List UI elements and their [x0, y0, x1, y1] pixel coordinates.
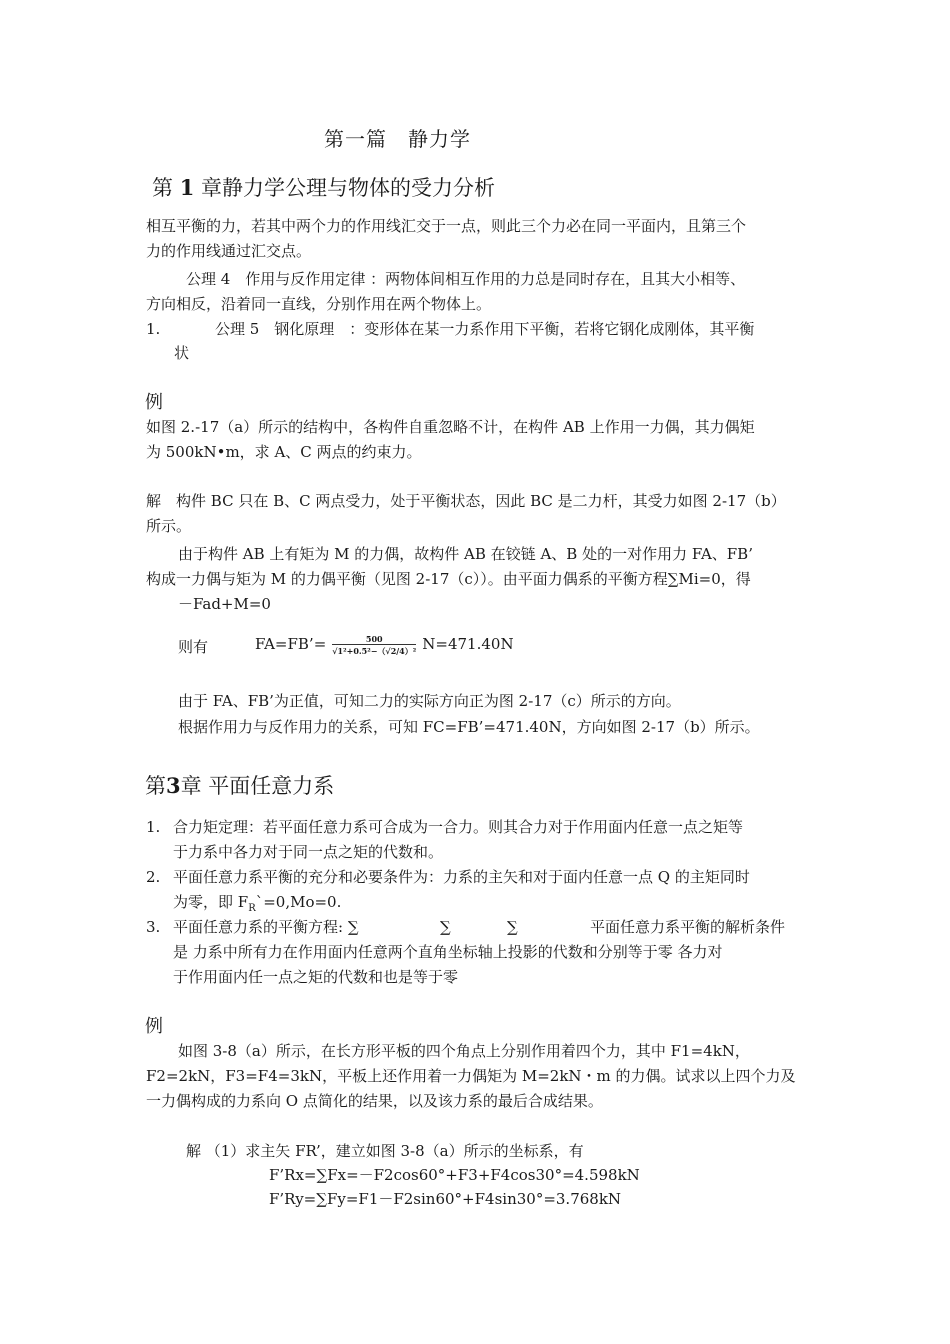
list-item-line: 平面任意力系的平衡方程: ∑	[173, 918, 359, 936]
example-label: 例	[145, 392, 163, 413]
solution-line: 解 （1）求主矢 FR’，建立如图 3-8（a）所示的坐标系，有	[186, 1142, 584, 1160]
subscript: R	[248, 903, 256, 914]
equation: F’Rx=∑Fx=－F2cos60°+F3+F4cos30°=4.598kN	[269, 1166, 640, 1184]
equation: F’Ry=∑Fy=F1－F2sin60°+F4sin30°=3.768kN	[269, 1190, 622, 1208]
equation: －Fad+M=0	[178, 595, 271, 613]
solution-line: 根据作用力与反作用力的关系，可知 FC=FB’=471.40N，方向如图 2-17（b）所示。	[178, 718, 760, 736]
fraction-denominator: √1²+0.5²−（√2/4）²	[332, 646, 417, 656]
list-number: 2.	[146, 868, 161, 886]
list-item-line: 是 力系中所有力在作用面内任意两个直角坐标轴上投影的代数和分别等于零 各力对	[173, 943, 723, 961]
list-item-line: 于力系中各力对于同一点之矩的代数和。	[173, 843, 444, 861]
paragraph-line: 力的作用线通过汇交点。	[146, 242, 312, 260]
equation-rhs: N=471.40N	[422, 635, 514, 653]
equation-lhs: FA=FB’=	[255, 635, 327, 653]
list-item-line: 于作用面内任一点之矩的代数和也是等于零	[173, 968, 459, 986]
part-title: 第一篇 静力学	[324, 127, 471, 151]
example-question-line: 如图 2.-17（a）所示的结构中，各构件自重忽略不计，在构件 AB 上作用一力偶，其力偶矩	[146, 418, 755, 436]
list-number: 1.	[146, 320, 161, 338]
chapter-title: 章 平面任意力系	[180, 774, 335, 798]
solution-line: 所示。	[146, 517, 192, 535]
axiom-5-line: 状	[174, 344, 190, 362]
solution-line: 构成一力偶与矩为 M 的力偶平衡（见图 2-17（c））。由平面力偶系的平衡方程∑Mi=0，得	[146, 570, 751, 588]
chapter-prefix: 第	[152, 176, 173, 200]
example-question-line: 如图 3-8（a）所示，在长方形平板的四个角点上分别作用着四个力，其中 F1=4kN，	[178, 1042, 750, 1060]
fraction-numerator: 500	[332, 634, 416, 645]
paragraph-line: 相互平衡的力，若其中两个力的作用线汇交于一点，则此三个力必在同一平面内，且第三个	[146, 217, 747, 235]
list-number: 3.	[146, 918, 161, 936]
fraction	[332, 634, 416, 656]
list-item-line: 平面任意力系平衡的充分和必要条件为：力系的主矢和对于面内任意一点 Q 的主矩同时	[173, 868, 750, 886]
sigma-symbol: ∑	[440, 918, 451, 936]
text-part: `=0,Mo=0.	[255, 893, 342, 911]
text-part: 为零，即 F	[173, 893, 249, 911]
chapter-title: 章静力学公理与物体的受力分析	[201, 176, 495, 200]
then-label: 则有	[178, 638, 209, 656]
force-equation	[255, 629, 514, 659]
axiom-4-line: 方向相反，沿着同一直线，分别作用在两个物体上。	[146, 295, 492, 313]
sigma-symbol: ∑	[507, 918, 518, 936]
chapter-number: 3	[166, 773, 181, 798]
example-question-line: F2=2kN，F3=F4=3kN，平板上还作用着一力偶矩为 M=2kN・m 的力偶。试求以上四个力及	[146, 1067, 796, 1085]
example-label: 例	[145, 1016, 163, 1037]
axiom-5-line: 公理 5 钢化原理 ：变形体在某一力系作用下平衡，若将它钢化成刚体，其平衡	[215, 320, 755, 338]
solution-line: 解 构件 BC 只在 B、C 两点受力，处于平衡状态，因此 BC 是二力杆，其受力如图 2-17（b）	[146, 492, 786, 510]
list-item-line: 合力矩定理：若平面任意力系可合成为一合力。则其合力对于作用面内任意一点之矩等	[173, 818, 744, 836]
list-item-line: 平面任意力系平衡的解析条件	[590, 918, 786, 936]
solution-line: 由于构件 AB 上有矩为 M 的力偶，故构件 AB 在铰链 A、B 处的一对作用力 FA、FB’	[178, 545, 753, 563]
chapter-1-heading	[152, 172, 495, 202]
example-question-line: 一力偶构成的力系向 O 点简化的结果，以及该力系的最后合成结果。	[146, 1092, 603, 1110]
solution-line: 由于 FA、FB’为正值，可知二力的实际方向正为图 2-17（c）所示的方向。	[178, 692, 681, 710]
chapter-3-heading	[145, 770, 334, 800]
example-question-line: 为 500kN•m，求 A、C 两点的约束力。	[146, 443, 422, 461]
chapter-number: 1	[179, 175, 195, 200]
list-number: 1.	[146, 818, 161, 836]
chapter-prefix: 第	[145, 774, 166, 798]
axiom-4-line: 公理 4 作用与反作用定律 ：两物体间相互作用的力总是同时存在，且其大小相等、	[186, 270, 746, 288]
